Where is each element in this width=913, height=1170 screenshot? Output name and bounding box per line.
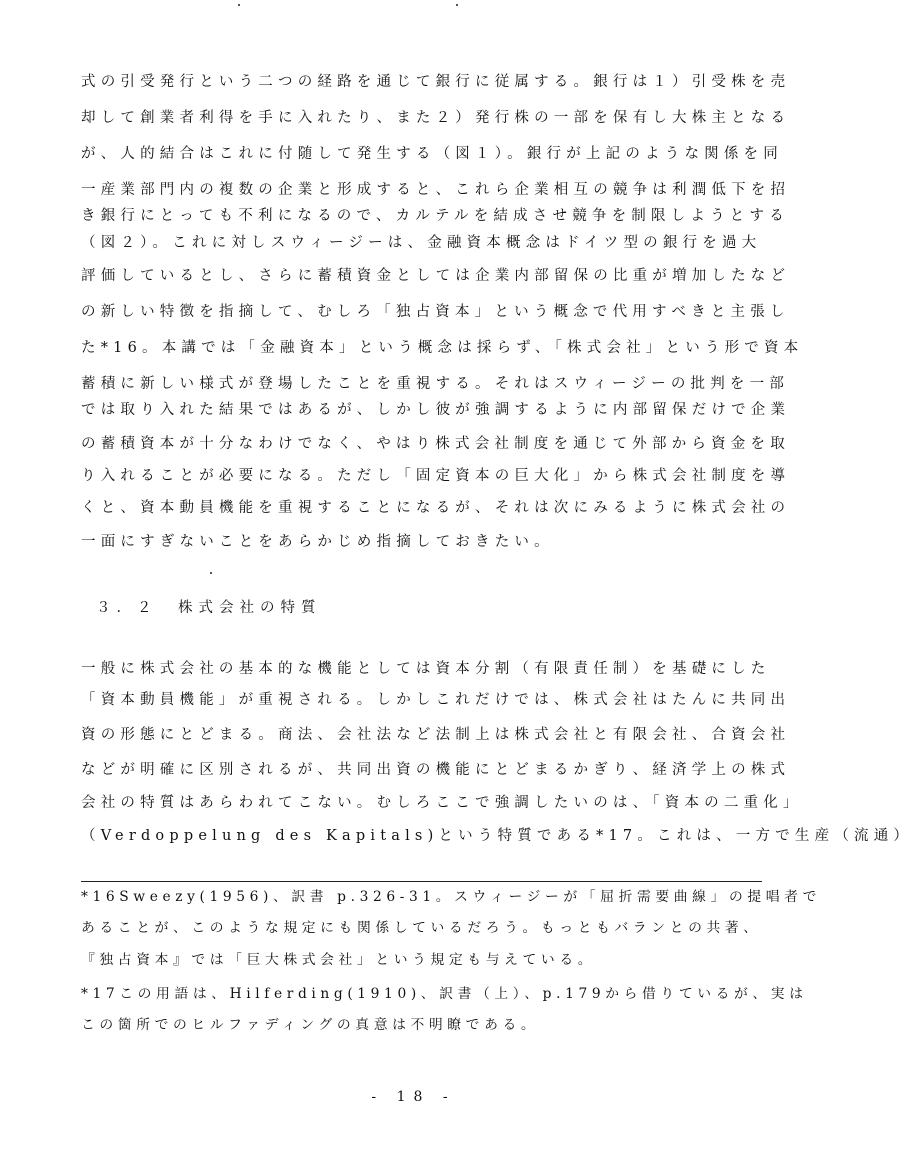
footnote-line: この箇所でのヒルファディングの真意は不明瞭である。 bbox=[81, 1017, 540, 1033]
footnote-line: *16Sweezy(1956)、訳書 p.326-31。スウィージーが「屈折需要曲線」の提唱者で bbox=[81, 889, 821, 905]
footnote-line: 『独占資本』では「巨大株式会社」という規定も与えている。 bbox=[81, 952, 597, 968]
body-line: の新しい特徴を指摘して、むしろ「独占資本」という概念で代用すべきと主張し bbox=[81, 304, 790, 320]
body-line: 評価しているとし、さらに蓄積資金としては企業内部留保の比重が増加したなど bbox=[81, 268, 791, 284]
section-line: 会社の特質はあらわれてこない。むしろここで強調したいのは、「資本の二重化」 bbox=[81, 795, 803, 811]
body-line: の蓄積資本が十分なわけでなく、やはり株式会社制度を通じて外部から資金を取 bbox=[81, 436, 790, 452]
footnote-line: あることが、このような規定にも関係しているだろう。もっともバランとの共著、 bbox=[81, 920, 762, 936]
body-line: では取り入れた結果ではあるが、しかし彼が強調するように内部留保だけで企業 bbox=[81, 402, 791, 418]
body-line: 一産業部門内の複数の企業と形成すると、これら企業相互の競争は利潤低下を招 bbox=[81, 182, 791, 198]
section-line: 一般に株式会社の基本的な機能としては資本分割（有限責任制）を基礎にした bbox=[81, 661, 771, 677]
body-line: 式の引受発行という二つの経路を通じて銀行に従属する。銀行は１）引受株を売 bbox=[81, 74, 791, 90]
scan-speck bbox=[456, 4, 458, 6]
footnote-line: *17この用語は、Hilferding(1910)、訳書（上）、p.179から借りているが、実は bbox=[81, 986, 808, 1002]
section-heading: ３．２ 株式会社の特質 bbox=[96, 600, 322, 616]
section-line: などが明確に区別されるが、共同出資の機能にとどまるかぎり、経済学上の株式 bbox=[81, 762, 791, 778]
body-line: （図２）。これに対しスウィージーは、金融資本概念はドイツ型の銀行を過大 bbox=[81, 235, 762, 251]
footnote-rule bbox=[81, 881, 762, 882]
body-line: た*16。本講では「金融資本」という概念は採らず、「株式会社」という形で資本 bbox=[81, 340, 804, 356]
section-line: 「資本動員機能」が重視される。しかしこれだけでは、株式会社はたんに共同出 bbox=[81, 692, 791, 708]
body-line: が、人的結合はこれに付随して発生する（図１）。銀行が上記のような関係を同 bbox=[81, 146, 783, 162]
scan-speck bbox=[210, 572, 212, 574]
scan-speck bbox=[238, 4, 240, 6]
body-line: くと、資本動員機能を重視することになるが、それは次にみるように株式会社の bbox=[81, 500, 791, 516]
body-line: き銀行にとっても不利になるので、カルテルを結成させ競争を制限しようとする bbox=[81, 208, 789, 224]
section-line: 資の形態にとどまる。商法、会社法など法制上は株式会社と有限会社、合資会社 bbox=[81, 727, 791, 743]
body-line: 蓄積に新しい様式が登場したことを重視する。それはスウィージーの批判を一部 bbox=[81, 376, 790, 392]
body-line: り入れることが必要になる。ただし「固定資本の巨大化」から株式会社制度を導 bbox=[81, 468, 791, 484]
page-number: - 18 - bbox=[371, 1089, 456, 1105]
section-line: （Verdoppelung des Kapitals)という特質である*17。これは、一方で生産（流通） bbox=[81, 828, 913, 844]
body-line: 却して創業者利得を手に入れたり、また２）発行株の一部を保有し大株主となる bbox=[81, 110, 791, 126]
body-line: 一面にすぎないことをあらかじめ指摘しておきたい。 bbox=[81, 534, 554, 550]
